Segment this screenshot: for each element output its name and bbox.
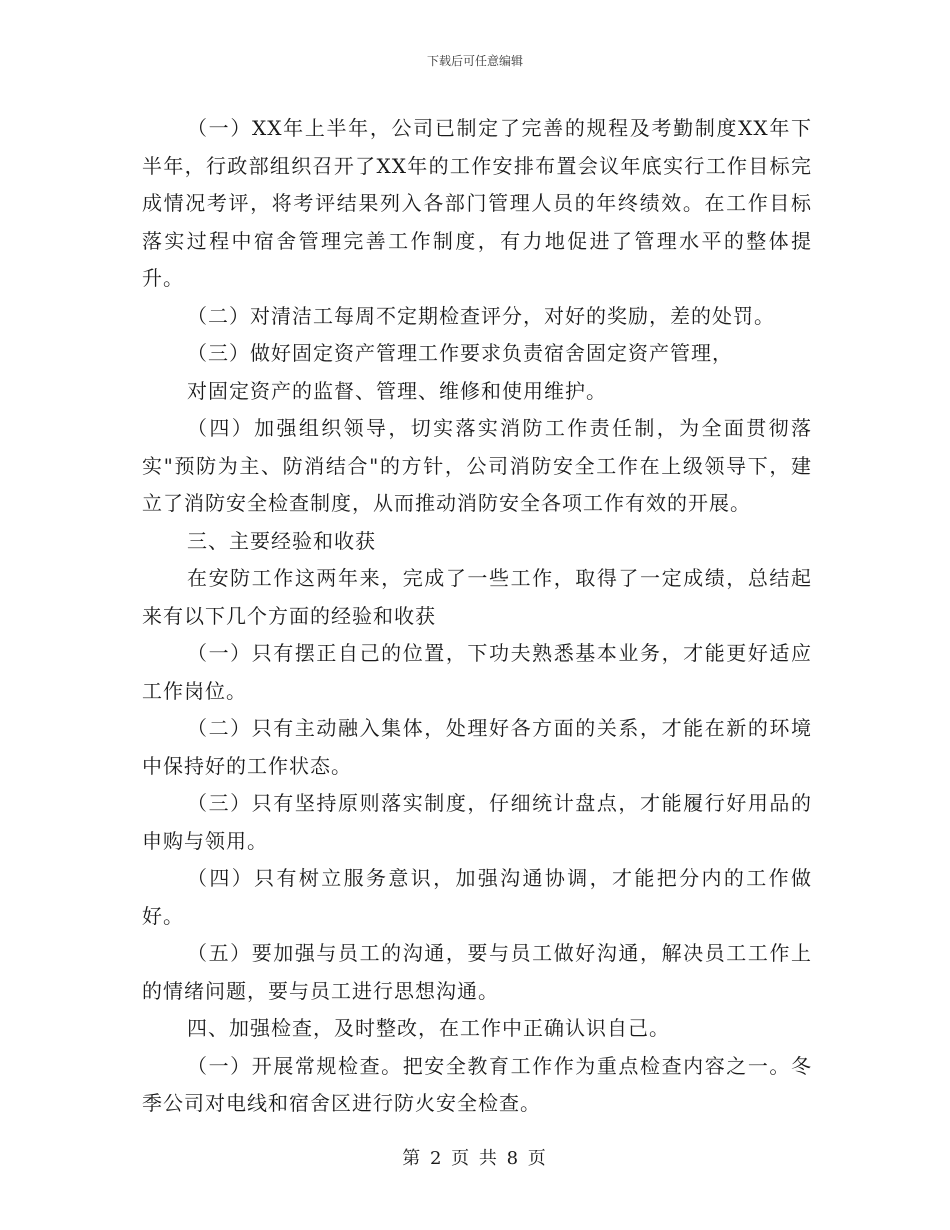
paragraph-14: （一）开展常规检查。把安全教育工作作为重点检查内容之一。冬季公司对电线和宿舍区进行防火安全检查。	[142, 1053, 812, 1115]
paragraph-10: （三）只有坚持原则落实制度，仔细统计盘点，才能履行好用品的申购与领用。	[142, 791, 812, 853]
section-heading-4: 四、加强检查，及时整改，在工作中正确认识自己。	[187, 1016, 670, 1040]
paragraph-8: （一）只有摆正自己的位置，下功夫熟悉基本业务，才能更好适应工作岗位。	[142, 641, 812, 703]
paragraph-11: （四）只有树立服务意识，加强沟通协调，才能把分内的工作做好。	[142, 866, 812, 928]
section-heading-3: 三、主要经验和收获	[187, 528, 376, 553]
page-number: 第 2 页 共 8 页	[402, 1148, 548, 1169]
paragraph-4: 对固定资产的监督、管理、维修和使用维护。	[187, 378, 607, 403]
paragraph-3: （三）做好固定资产管理工作要求负责宿舍固定资产管理，	[187, 341, 733, 365]
paragraph-9: （二）只有主动融入集体，处理好各方面的关系，才能在新的环境中保持好的工作状态。	[142, 716, 812, 778]
paragraph-12: （五）要加强与员工的沟通，要与员工做好沟通，解决员工工作上的情绪问题，要与员工进行思想沟通。	[142, 941, 812, 1003]
paragraph-2: （二）对清洁工每周不定期检查评分，对好的奖励，差的处罚。	[187, 303, 775, 328]
page-header: 下载后可任意编辑	[426, 54, 523, 68]
paragraph-7: 在安防工作这两年来，完成了一些工作，取得了一定成绩，总结起来有以下几个方面的经验和收获	[142, 566, 812, 628]
paragraph-5: （四）加强组织领导，切实落实消防工作责任制，为全面贯彻落实"预防为主、防消结合"的方针，公司消防安全工作在上级领导下，建立了消防安全检查制度，从而推动消防安全各项工作有效的开展。	[142, 416, 812, 515]
paragraph-1: （一）XX年上半年，公司已制定了完善的规程及考勤制度XX年下半年，行政部组织召开了XX年的工作安排布置会议年底实行工作目标完成情况考评，将考评结果列入各部门管理人员的年终绩效。在工作目标落实过程中宿舍管理完善工作制度，有力地促进了管理水平的整体提升。	[142, 116, 812, 290]
document-body	[142, 110, 812, 1123]
